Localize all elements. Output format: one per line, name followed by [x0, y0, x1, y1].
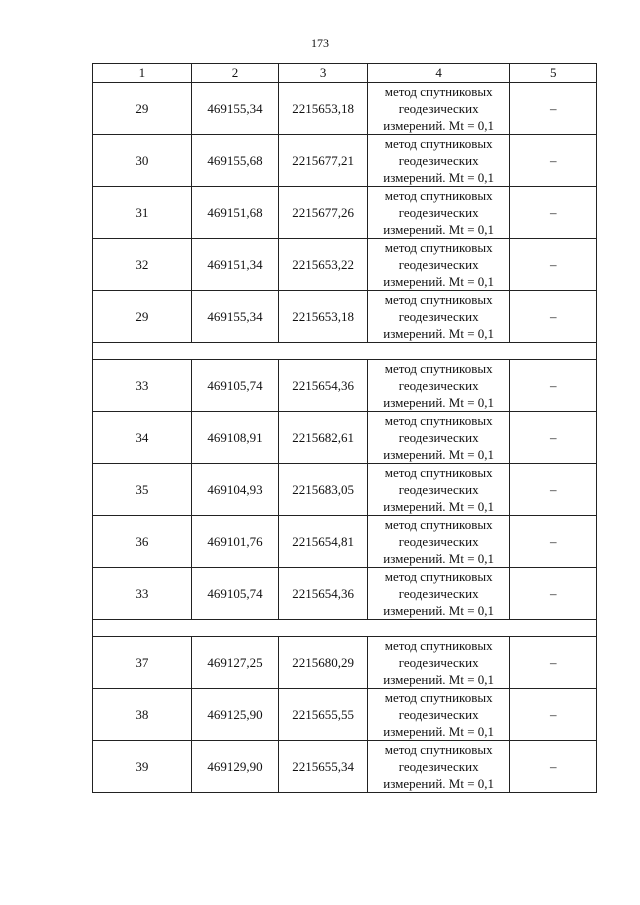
method-text-line: измерений. Mt = 0,1 [383, 170, 495, 185]
table-header-row [93, 64, 597, 83]
method-text-line: метод спутниковых [384, 188, 493, 203]
method-text-line: геодезических [398, 430, 479, 445]
method-cell [367, 239, 510, 291]
table-row [93, 689, 597, 741]
point-number-cell: 34 [93, 412, 192, 464]
method-cell [367, 568, 510, 620]
point-number-cell: 29 [93, 83, 192, 135]
y-coordinate-cell: 2215677,21 [279, 135, 368, 187]
point-number-cell: 32 [93, 239, 192, 291]
x-coordinate-cell: 469155,34 [191, 291, 279, 343]
method-text-line: метод спутниковых [384, 136, 493, 151]
point-number-cell: 39 [93, 741, 192, 793]
y-coordinate-cell: 2215654,36 [279, 568, 368, 620]
table-row [93, 741, 597, 793]
section-separator-row [93, 620, 597, 637]
column-5-cell: – [510, 360, 597, 412]
column-header-1: 1 [93, 64, 192, 83]
table-row [93, 291, 597, 343]
column-5-cell: – [510, 568, 597, 620]
x-coordinate-cell: 469101,76 [191, 516, 279, 568]
method-text-line: измерений. Mt = 0,1 [383, 447, 495, 462]
method-text-line: геодезических [398, 101, 479, 116]
column-5-cell: – [510, 239, 597, 291]
table-row [93, 516, 597, 568]
point-number-cell: 30 [93, 135, 192, 187]
column-5-cell: – [510, 412, 597, 464]
method-text-line: геодезических [398, 586, 479, 601]
method-text-line: метод спутниковых [384, 292, 493, 307]
x-coordinate-cell: 469151,34 [191, 239, 279, 291]
method-text-line: метод спутниковых [384, 569, 493, 584]
separator-cell [93, 620, 597, 637]
method-text-line: измерений. Mt = 0,1 [383, 603, 495, 618]
method-cell [367, 360, 510, 412]
method-text-line: измерений. Mt = 0,1 [383, 672, 495, 687]
table-row [93, 568, 597, 620]
x-coordinate-cell: 469155,34 [191, 83, 279, 135]
column-header-5: 5 [510, 64, 597, 83]
method-cell [367, 187, 510, 239]
method-text-line: геодезических [398, 309, 479, 324]
y-coordinate-cell: 2215654,81 [279, 516, 368, 568]
column-5-cell: – [510, 516, 597, 568]
method-text-line: метод спутниковых [384, 413, 493, 428]
table-row [93, 637, 597, 689]
point-number-cell: 36 [93, 516, 192, 568]
point-number-cell: 35 [93, 464, 192, 516]
x-coordinate-cell: 469129,90 [191, 741, 279, 793]
method-text-line: измерений. Mt = 0,1 [383, 326, 495, 341]
method-cell [367, 412, 510, 464]
method-text-line: геодезических [398, 378, 479, 393]
table-row [93, 239, 597, 291]
column-5-cell: – [510, 83, 597, 135]
table-row [93, 187, 597, 239]
method-text-line: геодезических [398, 655, 479, 670]
method-text-line: метод спутниковых [384, 84, 493, 99]
x-coordinate-cell: 469127,25 [191, 637, 279, 689]
column-5-cell: – [510, 291, 597, 343]
table-row [93, 464, 597, 516]
column-5-cell: – [510, 689, 597, 741]
page-number: 173 [311, 36, 329, 50]
point-number-cell: 37 [93, 637, 192, 689]
method-cell [367, 689, 510, 741]
method-text-line: измерений. Mt = 0,1 [383, 274, 495, 289]
point-number-cell: 33 [93, 360, 192, 412]
y-coordinate-cell: 2215677,26 [279, 187, 368, 239]
method-text-line: измерений. Mt = 0,1 [383, 776, 495, 791]
point-number-cell: 31 [93, 187, 192, 239]
method-text-line: геодезических [398, 534, 479, 549]
x-coordinate-cell: 469155,68 [191, 135, 279, 187]
y-coordinate-cell: 2215653,18 [279, 291, 368, 343]
table-row [93, 412, 597, 464]
method-text-line: геодезических [398, 257, 479, 272]
method-cell [367, 464, 510, 516]
column-header-4: 4 [367, 64, 510, 83]
method-text-line: метод спутниковых [384, 465, 493, 480]
x-coordinate-cell: 469125,90 [191, 689, 279, 741]
method-text-line: метод спутниковых [384, 517, 493, 532]
table-row [93, 83, 597, 135]
y-coordinate-cell: 2215655,55 [279, 689, 368, 741]
coordinates-table [92, 63, 597, 793]
method-text-line: геодезических [398, 482, 479, 497]
method-text-line: измерений. Mt = 0,1 [383, 395, 495, 410]
x-coordinate-cell: 469105,74 [191, 360, 279, 412]
y-coordinate-cell: 2215655,34 [279, 741, 368, 793]
separator-cell [93, 343, 597, 360]
table-row [93, 360, 597, 412]
method-text-line: измерений. Mt = 0,1 [383, 118, 495, 133]
method-text-line: измерений. Mt = 0,1 [383, 499, 495, 514]
method-cell [367, 741, 510, 793]
method-text-line: измерений. Mt = 0,1 [383, 222, 495, 237]
y-coordinate-cell: 2215683,05 [279, 464, 368, 516]
method-text-line: геодезических [398, 707, 479, 722]
method-cell [367, 291, 510, 343]
x-coordinate-cell: 469104,93 [191, 464, 279, 516]
table-body [93, 83, 597, 793]
y-coordinate-cell: 2215653,18 [279, 83, 368, 135]
x-coordinate-cell: 469105,74 [191, 568, 279, 620]
method-cell [367, 637, 510, 689]
section-separator-row [93, 343, 597, 360]
column-5-cell: – [510, 741, 597, 793]
column-header-3: 3 [279, 64, 368, 83]
y-coordinate-cell: 2215680,29 [279, 637, 368, 689]
method-cell [367, 83, 510, 135]
column-header-2: 2 [191, 64, 279, 83]
method-text-line: метод спутниковых [384, 690, 493, 705]
point-number-cell: 33 [93, 568, 192, 620]
method-cell [367, 516, 510, 568]
method-text-line: метод спутниковых [384, 240, 493, 255]
column-5-cell: – [510, 187, 597, 239]
method-text-line: измерений. Mt = 0,1 [383, 724, 495, 739]
method-text-line: метод спутниковых [384, 638, 493, 653]
point-number-cell: 38 [93, 689, 192, 741]
x-coordinate-cell: 469108,91 [191, 412, 279, 464]
y-coordinate-cell: 2215682,61 [279, 412, 368, 464]
table-row [93, 135, 597, 187]
y-coordinate-cell: 2215654,36 [279, 360, 368, 412]
column-5-cell: – [510, 637, 597, 689]
point-number-cell: 29 [93, 291, 192, 343]
method-text-line: геодезических [398, 153, 479, 168]
method-text-line: метод спутниковых [384, 742, 493, 757]
column-5-cell: – [510, 135, 597, 187]
method-cell [367, 135, 510, 187]
method-text-line: метод спутниковых [384, 361, 493, 376]
y-coordinate-cell: 2215653,22 [279, 239, 368, 291]
method-text-line: геодезических [398, 759, 479, 774]
x-coordinate-cell: 469151,68 [191, 187, 279, 239]
method-text-line: измерений. Mt = 0,1 [383, 551, 495, 566]
column-5-cell: – [510, 464, 597, 516]
method-text-line: геодезических [398, 205, 479, 220]
